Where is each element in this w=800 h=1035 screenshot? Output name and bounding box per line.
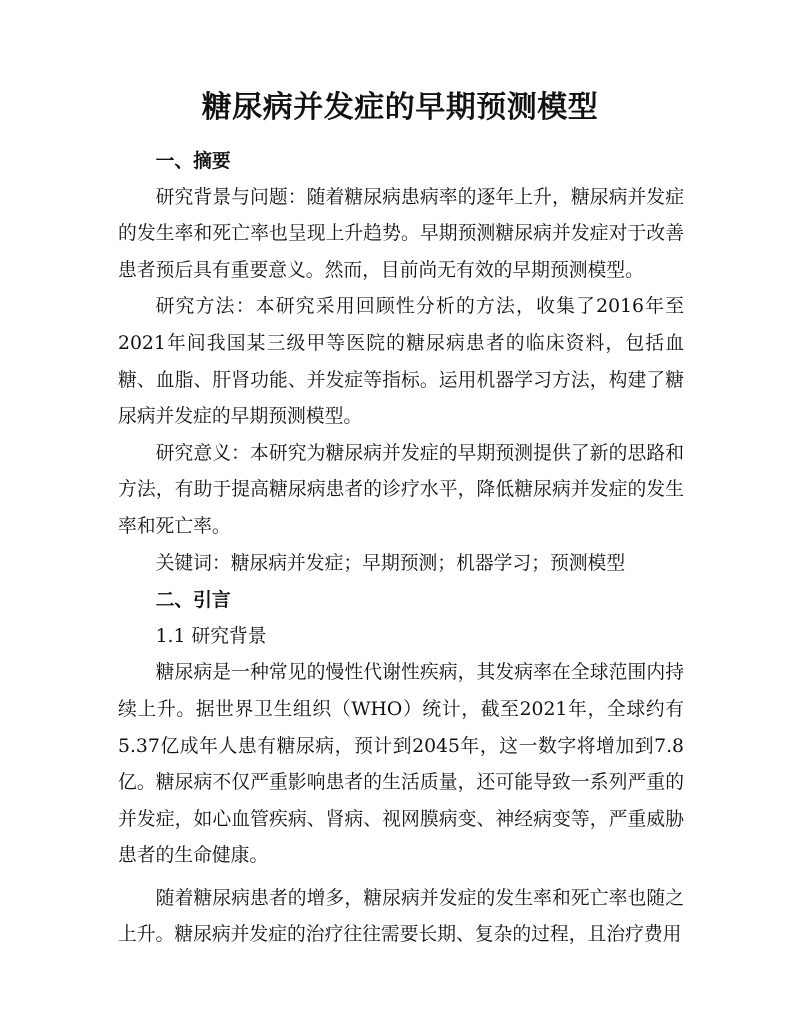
abstract-methods-paragraph: 研究方法：本研究采用回顾性分析的方法，收集了2016年至2021年间我国某三级甲等医院的糖尿病患者的临床资料，包括血糖、血脂、肝肾功能、并发症等指标。运用机器学习方法，构建了糖尿病并发症的早期预测模型。	[118, 296, 684, 428]
document-body	[118, 143, 684, 954]
introduction-heading: 二、引言	[155, 589, 231, 612]
introduction-paragraph-1: 糖尿病是一种常见的慢性代谢性疾病，其发病率在全球范围内持续上升。据世界卫生组织（WHO）统计，截至2021年，全球约有5.37亿成年人患有糖尿病，预计到2045年，这一数字将增加到7.8亿。糖尿病不仅严重影响患者的生活质量，还可能导致一系列严重的并发症，如心血管疾病、肾病、视网膜病变、神经病变等，严重威胁患者的生命健康。	[118, 662, 684, 867]
introduction-paragraph-2: 随着糖尿病患者的增多，糖尿病并发症的发生率和死亡率也随之上升。糖尿病并发症的治疗往往需要长期、复杂的过程，且治疗费用	[118, 887, 684, 946]
abstract-significance-paragraph: 研究意义：本研究为糖尿病并发症的早期预测提供了新的思路和方法，有助于提高糖尿病患者的诊疗水平，降低糖尿病并发症的发生率和死亡率。	[118, 442, 684, 537]
keywords-line: 关键词：糖尿病并发症；早期预测；机器学习；预测模型	[155, 552, 626, 574]
abstract-background-paragraph: 研究背景与问题：随着糖尿病患病率的逐年上升，糖尿病并发症的发生率和死亡率也呈现上升趋势。早期预测糖尿病并发症对于改善患者预后具有重要意义。然而，目前尚无有效的早期预测模型。	[118, 186, 684, 281]
subsection-heading-research-background: 1.1 研究背景	[155, 625, 267, 647]
document-title: 糖尿病并发症的早期预测模型	[201, 90, 599, 125]
abstract-heading: 一、摘要	[155, 150, 231, 172]
